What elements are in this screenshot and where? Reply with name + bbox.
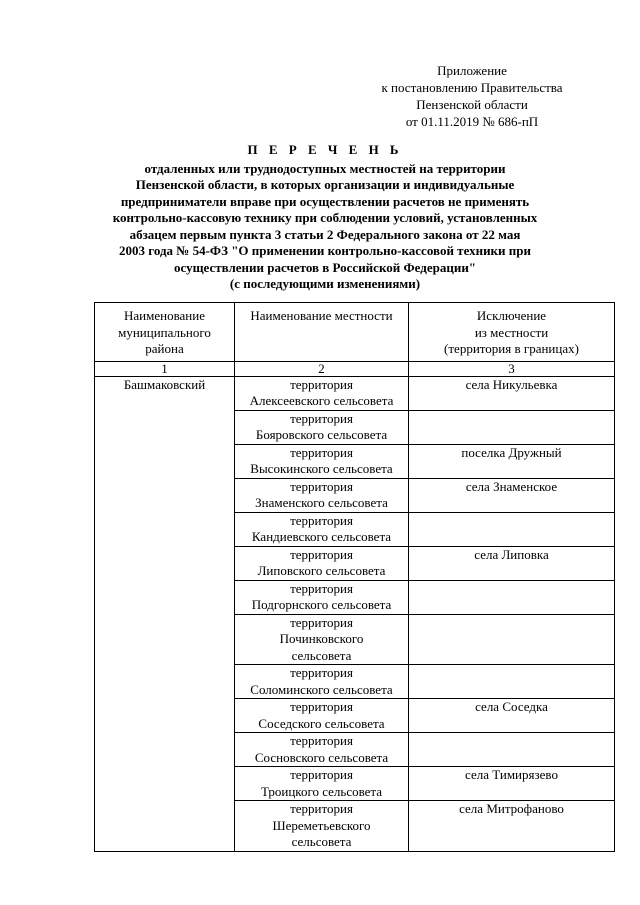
locality-line: Подгорнского сельсовета [251,597,392,612]
locality-line: Бояровского сельсовета [255,427,388,442]
locality-line: Кандиевского сельсовета [251,529,392,544]
exclusion-cell: села Соседка [409,699,615,733]
appendix-line: от 01.11.2019 № 686-пП [405,114,539,129]
exclusion-cell: села Митрофаново [409,801,615,852]
header-text: Исключение [476,308,547,323]
locality-line: Сосновского сельсовета [254,749,389,765]
locality-cell [235,665,409,699]
appendix-block [352,62,592,130]
exclusion-cell [409,410,615,444]
locality-cell [235,444,409,478]
document-title: П Е Р Е Ч Е Н Ь [247,142,403,157]
locality-line: Высокинского сельсовета [250,461,393,476]
header-text: района [145,341,184,356]
table-row [95,376,615,410]
locality-cell [235,580,409,614]
locality-line: территория [290,614,353,630]
locality-line: территория [290,665,353,680]
locality-line: территория [290,580,353,596]
heading-line: предприниматели вправе при осуществлении расчетов не применять [120,193,530,209]
locality-line: Липовского сельсовета [257,563,386,578]
header-text: Наименование [124,308,205,323]
table-body [95,376,615,851]
locality-line: Знаменского сельсовета [255,495,388,510]
locality-line: территория [290,546,353,562]
locality-cell [235,478,409,512]
column-header-district [95,303,235,362]
locality-line: Починковского [279,631,364,646]
column-header-exclusion [409,303,615,362]
heading-line: осуществлении расчетов в Российской Федерации" [173,259,477,275]
locality-line: сельсовета [291,834,352,849]
locality-line: территория [290,478,353,494]
header-text: из местности [474,324,549,340]
exclusion-cell [409,512,615,546]
heading-line: 2003 года № 54-ФЗ "О применении контрольно-кассовой техники при [119,243,531,258]
locality-cell [235,546,409,580]
header-text: (территория в границах) [444,341,579,356]
locality-line: территория [290,767,353,782]
column-number: 2 [235,361,409,376]
locality-cell [235,512,409,546]
heading-line: отдаленных или труднодоступных местностей на территории [144,160,506,176]
locality-line: территория [290,410,353,426]
locality-line: сельсовета [291,647,352,663]
exclusion-cell [409,614,615,665]
locality-cell [235,376,409,410]
locality-line: территория [290,512,353,528]
locality-line: Троицкого сельсовета [260,783,383,799]
exclusion-cell: поселка Дружный [409,444,615,478]
locality-line: территория [290,733,353,748]
heading-line: абзацем первым пункта 3 статьи 2 Федерального закона от 22 мая [129,226,521,242]
locality-line: территория [290,801,353,816]
exclusion-cell: села Тимирязево [409,767,615,801]
locality-line: Алексеевского сельсовета [249,393,394,408]
locality-cell [235,767,409,801]
locality-cell [235,733,409,767]
locality-line: Соломинского сельсовета [250,681,393,697]
district-cell: Башмаковский [95,376,235,851]
locality-cell [235,410,409,444]
header-text: муниципального [118,324,211,340]
locality-line: Шереметьевского [272,817,371,833]
appendix-line: Приложение [437,63,507,78]
heading-line: (с последующими изменениями) [229,276,421,291]
locality-cell [235,801,409,852]
exclusion-cell [409,580,615,614]
heading-line: контрольно-кассовую технику при соблюдении условий, установленных [112,210,538,225]
locality-cell [235,699,409,733]
heading-line: Пензенской области, в которых организации и индивидуальные [135,177,515,192]
locality-cell [235,614,409,665]
column-number: 3 [409,361,615,376]
column-number-row [95,361,615,376]
appendix-line: Пензенской области [416,97,528,112]
locality-line: территория [290,699,353,714]
exclusion-cell: села Никульевка [409,376,615,410]
header-text: Наименование местности [250,308,393,323]
exclusion-cell: села Знаменское [409,478,615,512]
locality-line: Соседского сельсовета [258,715,385,731]
appendix-line: к постановлению Правительства [381,80,563,95]
column-header-locality [235,303,409,362]
exclusion-cell: села Липовка [409,546,615,580]
table-header-row [95,303,615,362]
locality-line: территория [290,444,353,460]
column-number: 1 [95,361,235,376]
localities-table [94,302,615,852]
exclusion-cell [409,665,615,699]
locality-line: территория [290,376,353,392]
exclusion-cell [409,733,615,767]
document-heading [100,142,550,293]
